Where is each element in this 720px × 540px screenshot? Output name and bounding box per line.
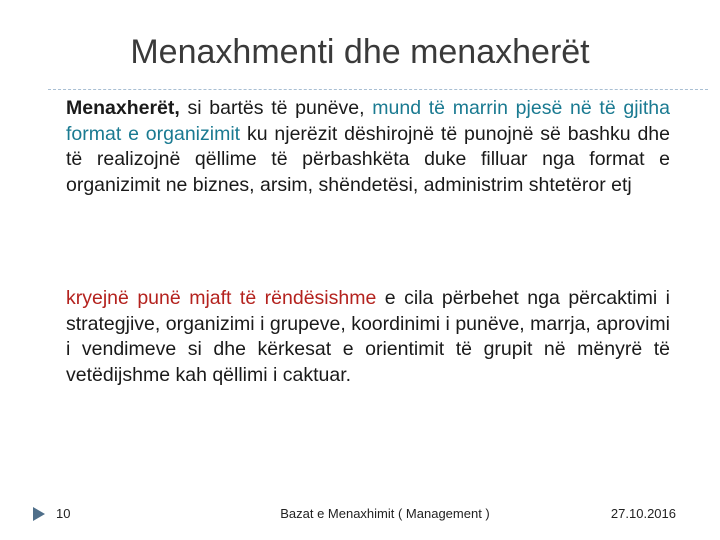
paragraph-lead-term: Menaxherët, <box>66 97 180 119</box>
slide-footer <box>0 500 720 528</box>
footer-course-title: Bazat e Menaxhimit ( Management ) <box>280 506 490 521</box>
footer-date: 27.10.2016 <box>610 506 676 521</box>
paragraph-text: e cila përbehet nga përcaktimi i strategjive, organizimi i grupeve, koordinimi i punëve, marrja, aprovimi i vendimeve si dhe kërkesat e orientimit të grupit në mënyrë të vetëdijshme kah qëllimi i caktuar. <box>66 287 670 386</box>
paragraph-highlight: kryejnë punë mjaft të rëndësishme <box>66 287 377 309</box>
paragraph-text: ku njerëzit dëshirojnë të punojnë së bashku dhe të realizojnë qëllime të përbashkëta duke filluar nga format e organizimit ne biznes, arsim, shëndetësi, administrim shtetëror etj <box>66 122 670 196</box>
triangle-right-icon <box>33 507 45 521</box>
slide-title: Menaxhmenti dhe menaxherët <box>130 33 590 71</box>
paragraph-highlight: mund të marrin pjesë në të gjitha format e organizimit <box>66 97 670 145</box>
page-number: 10 <box>56 506 71 521</box>
title-divider <box>48 89 708 90</box>
paragraph-managers <box>66 96 670 198</box>
paragraph-tasks <box>66 286 670 388</box>
paragraph-text: si bartës të punëve, <box>179 97 373 119</box>
